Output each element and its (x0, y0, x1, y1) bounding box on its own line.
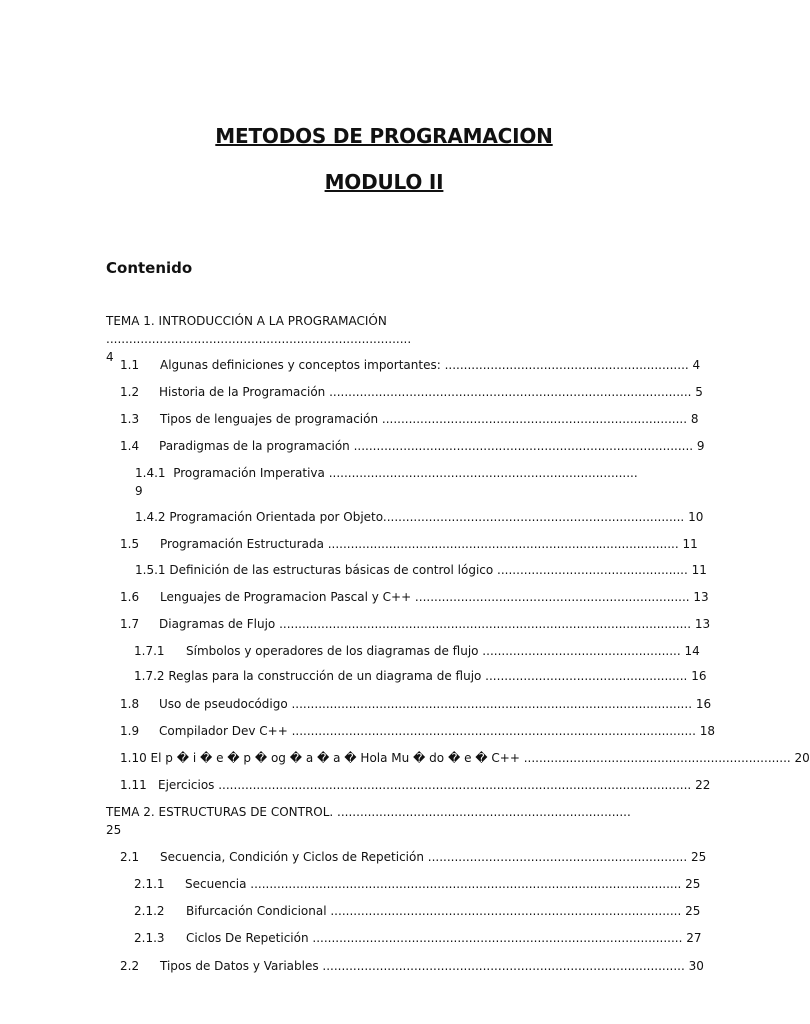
toc-entry-text: Programación Imperativa ................................................................................. (173, 466, 638, 480)
toc-entry-page: 10 (688, 510, 704, 524)
toc-entry-text: Tipos de Datos y Variables ............................................................................................... (160, 959, 685, 973)
toc-entry-2-1-3[interactable] (134, 929, 702, 947)
toc-entry-text: Historia de la Programación ............................................................................................... (159, 385, 692, 399)
toc-entry-text: Paradigmas de la programación ......................................................................................... (159, 439, 694, 453)
toc-entry-page: 11 (682, 537, 698, 551)
toc-entry-text: Programación Estructurada ............................................................................................ (160, 537, 679, 551)
toc-entry-number: 1.5 (120, 537, 140, 551)
toc-entry-number: 2.1.2 (134, 904, 165, 918)
toc-entry-page: 25 (690, 850, 707, 864)
toc-entry-page: 14 (684, 644, 700, 658)
toc-entry-page: 16 (695, 697, 712, 711)
toc-entry-2-1[interactable] (120, 848, 706, 866)
toc-entry-text: TEMA 2. ESTRUCTURAS DE CONTROL. ............................................................................. (106, 805, 631, 819)
toc-entry-page: 9 (696, 439, 705, 453)
toc-entry-page: 20 (794, 751, 810, 765)
toc-entry-page: 13 (694, 617, 711, 631)
toc-entry-text: 1.5.1 Definición de las estructuras básicas de control lógico .................................................. (135, 563, 688, 577)
toc-entry-number: 1.4 (120, 439, 140, 453)
toc-entry-text: Lenguajes de Programacion Pascal y C++ ........................................................................ (160, 590, 690, 604)
toc-entry-text: 1.10 El p � i � e � p � og � a � a � Hola Mu � do � e � C++ ...................................................................... (120, 751, 791, 765)
toc-entry-page: 16 (691, 669, 707, 683)
toc-entry-text: Diagramas de Flujo ............................................................................................................ (159, 617, 692, 631)
toc-entry-page: 22 (695, 778, 711, 792)
toc-entry-number: 1.11 (120, 778, 147, 792)
toc-entry-page: 25 (685, 877, 701, 891)
toc-entry-number: 1.1 (120, 358, 140, 372)
toc-entry-page: 13 (693, 590, 709, 604)
toc-entry-1-3[interactable] (120, 410, 699, 428)
toc-entry-1-7[interactable] (120, 615, 710, 633)
toc-entry-number: 1.8 (120, 697, 140, 711)
toc-entry-number: 2.1.1 (134, 877, 165, 891)
toc-entry-number: 1.6 (120, 590, 140, 604)
toc-entry-2-2[interactable] (120, 957, 704, 975)
toc-entry-1-1[interactable] (120, 356, 700, 374)
toc-entry-2-1-1[interactable] (134, 875, 700, 893)
toc-entry-number: 1.2 (120, 385, 140, 399)
toc-entry-1-10[interactable] (120, 749, 810, 767)
toc-entry-number: 1.7.1 (134, 644, 165, 658)
toc-entry-1-7-2[interactable] (134, 667, 706, 685)
toc-entry-page: 25 (106, 823, 122, 837)
toc-entry-2-1-2[interactable] (134, 902, 700, 920)
toc-entry-text: Bifurcación Condicional ............................................................................................ (186, 904, 682, 918)
toc-entry-text: Uso de pseudocódigo ......................................................................................................... (159, 697, 693, 711)
toc-entry-text: Ejercicios ............................................................................................................................ (158, 778, 692, 792)
toc-entry-text: Algunas definiciones y conceptos importantes: ................................................................ (160, 358, 689, 372)
toc-entry-text: 1.4.2 Programación Orientada por Objeto............................................................................... (135, 510, 685, 524)
toc-entry-text: Secuencia, Condición y Ciclos de Repetición .................................................................... (160, 850, 688, 864)
toc-entry-page: 4 (106, 350, 114, 364)
toc-entry-1-4-1[interactable] (135, 464, 665, 500)
toc-entry-number: 1.4.1 (135, 466, 166, 480)
document-subtitle: MODULO II (324, 170, 444, 194)
toc-entry-tema-2[interactable] (106, 803, 666, 839)
toc-entry-1-7-1[interactable] (134, 642, 700, 660)
toc-entry-1-4-2[interactable] (135, 508, 703, 526)
toc-entry-1-8[interactable] (120, 695, 711, 713)
toc-entry-page: 5 (695, 385, 703, 399)
toc-entry-text: Ciclos De Repetición ................................................................................................. (186, 931, 683, 945)
toc-entry-text: Secuencia ................................................................................................................. (185, 877, 682, 891)
toc-entry-number: 1.7 (120, 617, 140, 631)
toc-entry-number: 1.9 (120, 724, 140, 738)
toc-entry-text: Tipos de lenguajes de programación ................................................................................ (160, 412, 688, 426)
toc-entry-number: 2.2 (120, 959, 140, 973)
toc-entry-1-11[interactable] (120, 776, 710, 794)
document-title: METODOS DE PROGRAMACION (215, 124, 553, 148)
toc-entry-1-2[interactable] (120, 383, 703, 401)
toc-entry-1-5-1[interactable] (135, 561, 707, 579)
toc-entry-text: Compilador Dev C++ .......................................................................................................... (159, 724, 696, 738)
toc-entry-page: 27 (686, 931, 702, 945)
toc-entry-text: 1.7.2 Reglas para la construcción de un diagrama de flujo ..................................................... (134, 669, 688, 683)
toc-entry-page: 9 (135, 484, 143, 498)
toc-entry-page: 8 (690, 412, 699, 426)
toc-entry-number: 2.1.3 (134, 931, 165, 945)
toc-entry-page: 11 (691, 563, 707, 577)
toc-entry-1-5[interactable] (120, 535, 698, 553)
toc-entry-1-9[interactable] (120, 722, 715, 740)
toc-entry-number: 1.3 (120, 412, 140, 426)
toc-entry-1-6[interactable] (120, 588, 709, 606)
toc-entry-1-4[interactable] (120, 437, 705, 455)
toc-entry-page: 25 (685, 904, 701, 918)
contents-heading: Contenido (106, 259, 193, 277)
toc-entry-number: 2.1 (120, 850, 140, 864)
toc-entry-page: 4 (692, 358, 701, 372)
toc-entry-page: 30 (688, 959, 704, 973)
toc-entry-page: 18 (699, 724, 716, 738)
toc-entry-text: Símbolos y operadores de los diagramas de flujo .................................................... (186, 644, 681, 658)
toc-entry-text: TEMA 1. INTRODUCCIÓN A LA PROGRAMACIÓN ................................................................................ (106, 314, 412, 346)
